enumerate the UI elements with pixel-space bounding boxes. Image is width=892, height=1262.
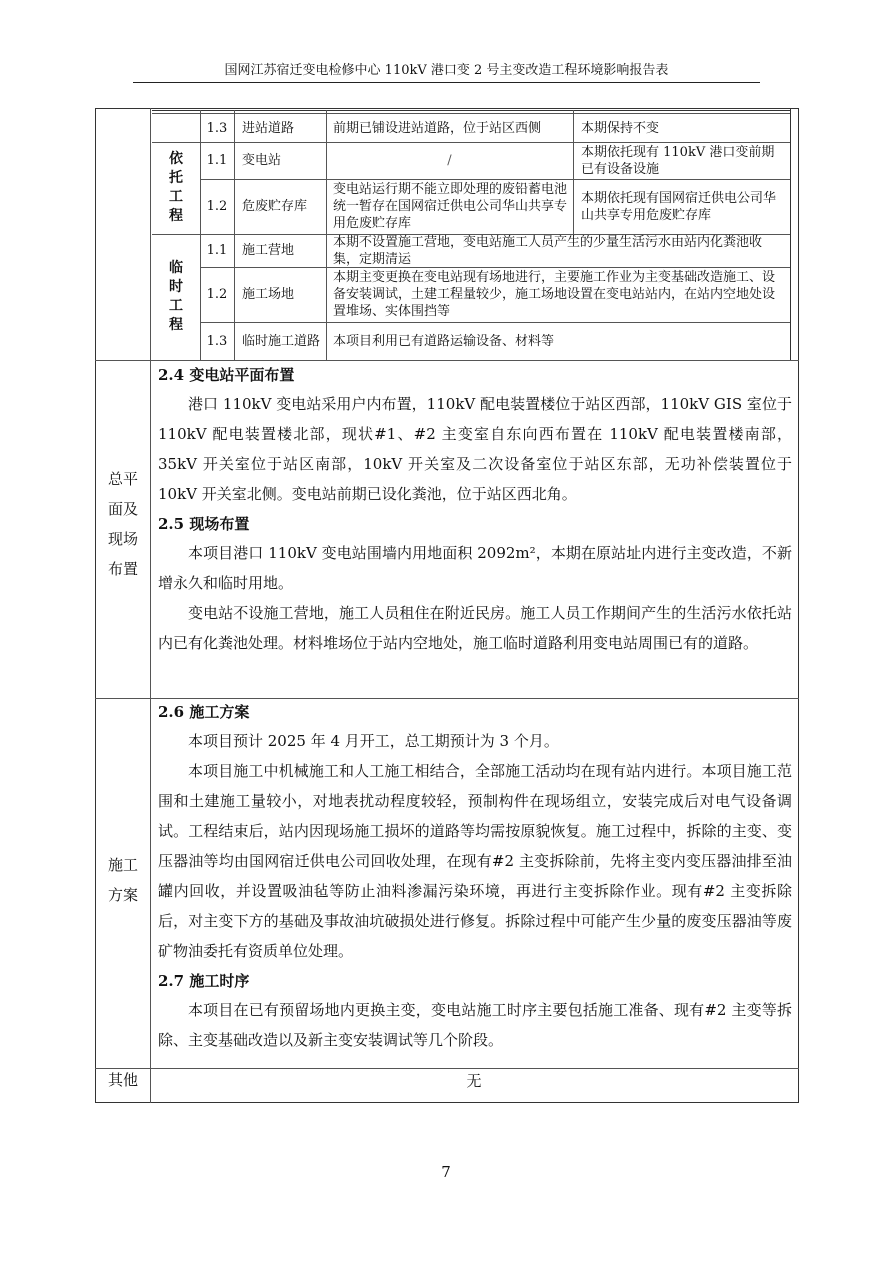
g1-row1-desc: /	[447, 153, 452, 168]
paragraph-2-5-1: 本项目港口 110kV 变电站围墙内用地面积 2092m²，本期在原站址内进行主变改造，不新增永久和临时用地。	[158, 544, 792, 592]
g1-row1-name: 变电站	[242, 153, 282, 168]
section-title-2-7: 2.7 施工时序	[158, 972, 250, 990]
group-label-temporary-text: 临 时 工 程	[169, 260, 183, 333]
g2-row2-desc: 本期主变更换在变电站现有场地进行，主要施工作业为主变基础改造施工、设备安装调试，土建工程量较少，施工场地设置在变电站站内，在站内空地处设置堆场、实体围挡等	[333, 270, 776, 319]
top-row-name: 进站道路	[242, 120, 295, 136]
page-number: 7	[441, 1163, 451, 1181]
g2-row2-num: 1.2	[206, 287, 228, 302]
g2-row3-desc: 本项目利用已有道路运输设备、材料等	[333, 333, 555, 349]
g1-row2-num: 1.2	[206, 199, 228, 214]
g2-row3-name: 临时施工道路	[242, 333, 321, 349]
g2-row3-num: 1.3	[206, 333, 228, 349]
g1-row1-note: 本期依托现有 110kV 港口变前期已有设备设施	[581, 144, 775, 177]
section-title-2-4: 2.4 变电站平面布置	[158, 366, 295, 384]
label-column-divider	[150, 108, 151, 1103]
section-title-2-6: 2.6 施工方案	[158, 703, 250, 721]
row-label-other: 其他	[107, 1071, 138, 1089]
other-value: 无	[466, 1072, 482, 1090]
document-header-title: 国网江苏宿迁变电检修中心 110kV 港口变 2 号主变改造工程环境影响报告表	[133, 62, 760, 83]
top-row-desc: 前期已铺设进站道路，位于站区西侧	[333, 120, 542, 136]
g2-row2-name: 施工场地	[242, 287, 295, 302]
construction-section-content	[158, 698, 792, 1055]
paragraph-2-5-2: 变电站不设施工营地，施工人员租住在附近民房。施工人员工作期间产生的生活污水依托站内已有化粪池处理。材料堆场位于站内空地处，施工临时道路利用变电站周围已有的道路。	[158, 604, 792, 652]
layout-section-content	[158, 361, 792, 658]
top-row-note: 本期保持不变	[581, 120, 660, 136]
paragraph-2-7-1: 本项目在已有预留场地内更换主变，变电站施工时序主要包括施工准备、现有#2 主变等拆除、主变基础改造以及新主变安装调试等几个阶段。	[158, 1001, 792, 1049]
g2-row1-num: 1.1	[206, 243, 228, 258]
g2-row1-desc: 本期不设置施工营地，变电站施工人员产生的少量生活污水由站内化粪池收集，定期清运	[333, 234, 763, 267]
g1-row2-desc: 变电站运行期不能立即处理的废铅蓄电池统一暂存在国网宿迁供电公司华山共享专用危废贮存库	[333, 182, 568, 231]
g1-row2-name: 危废贮存库	[242, 199, 308, 214]
g1-row2-note: 本期依托现有国网宿迁供电公司华山共享专用危废贮存库	[581, 190, 777, 223]
row-label-layout: 总平 面及 现场 布置	[107, 470, 138, 578]
group-label-dependent	[152, 142, 200, 234]
row-label-construction: 施工 方案	[107, 856, 138, 904]
inner-col-desc	[573, 110, 574, 234]
inner-table-right-border	[790, 109, 791, 360]
paragraph-2-4-1: 港口 110kV 变电站采用户内布置，110kV 配电装置楼位于站区西部，110kV GIS 室位于 110kV 配电装置楼北部，现状#1、#2 主变室自东向西布置在 110kV 配电装置楼南部，35kV 开关室位于站区南部，10kV 开关室及二次设备室位于站区东部，无功补偿装置位于 10kV 开关室北侧。变电站前期已设化粪池，位于站区西北角。	[158, 395, 792, 503]
top-row-num: 1.3	[206, 120, 228, 136]
g2-row1-name: 施工营地	[242, 243, 295, 258]
g1-row1-num: 1.1	[206, 153, 228, 168]
paragraph-2-6-2: 本项目施工中机械施工和人工施工相结合，全部施工活动均在现有站内进行。本项目施工范围和土建施工量较小，对地表扰动程度较轻，预制构件在现场组立，安装完成后对电气设备调试。工程结束后，站内因现场施工损坏的道路等均需按原貌恢复。施工过程中，拆除的主变、变压器油等均由国网宿迁供电公司回收处理，在现有#2 主变拆除前，先将主变内变压器油排至油罐内回收，并设置吸油毡等防止油料渗漏污染环境，再进行主变拆除作业。现有#2 主变拆除后，对主变下方的基础及事故油坑破损处进行修复。拆除过程中可能产生少量的废变压器油等废矿物油委托有资质单位处理。	[158, 762, 792, 960]
group-label-dependent-text: 依 托 工 程	[169, 151, 183, 224]
section-title-2-5: 2.5 现场布置	[158, 515, 250, 533]
inner-table-top-border	[152, 110, 790, 111]
paragraph-2-6-1: 本项目预计 2025 年 4 月开工，总工期预计为 3 个月。	[188, 732, 559, 750]
group-label-temporary	[152, 234, 200, 360]
